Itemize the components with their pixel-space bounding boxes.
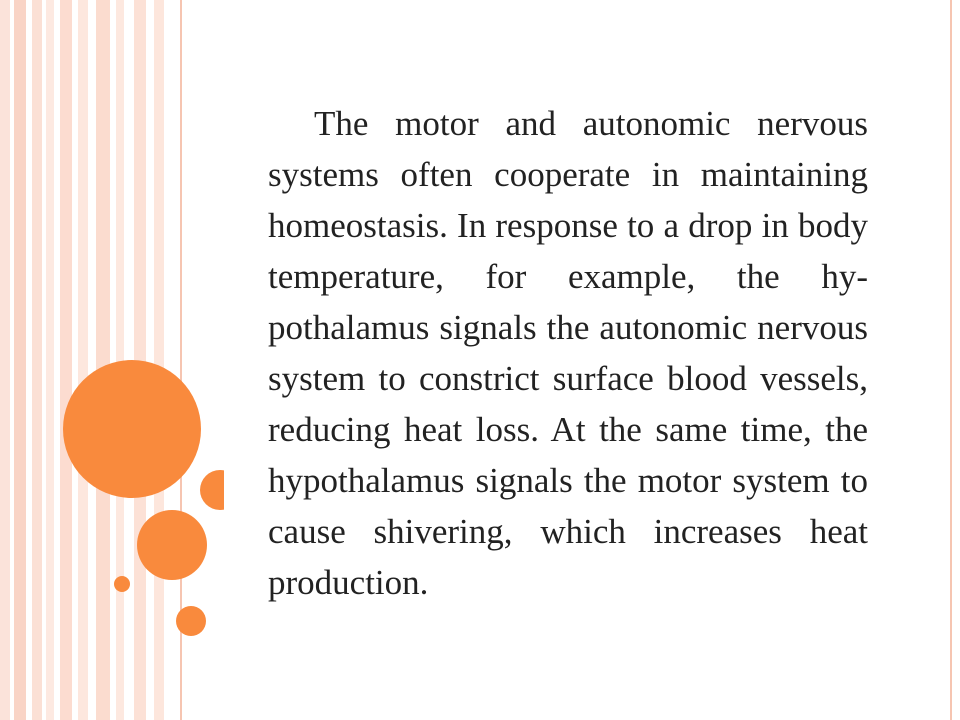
decor-stripe (164, 0, 178, 720)
decor-circle-partial-shape (200, 470, 224, 510)
decor-stripe (154, 0, 164, 720)
decor-stripe (88, 0, 96, 720)
decor-stripe (46, 0, 54, 720)
decor-circle-small (176, 606, 206, 636)
decor-stripe (0, 0, 10, 720)
decor-circle-medium (137, 510, 207, 580)
decor-vertical-line-right (950, 0, 952, 720)
decor-circle-tiny (114, 576, 130, 592)
decor-stripe (32, 0, 42, 720)
decor-stripe (96, 0, 110, 720)
decor-stripe (78, 0, 88, 720)
decor-circle-large (63, 360, 201, 498)
decor-stripe (146, 0, 154, 720)
decor-circle-partial (198, 470, 224, 510)
decor-stripe (60, 0, 72, 720)
text-image-panel (224, 82, 896, 602)
body-paragraph: The motor and autonomic nervous systems often cooperate in maintaining homeostasis. In response to a drop in body temperature, for example, the hypothalamus signals the autonomic nervous system to constrict surface blood vessels, reducing heat loss. At the same time, the hypothalamus signals the motor system to cause shivering, which increases heat production. (268, 104, 868, 602)
decor-stripe (14, 0, 26, 720)
